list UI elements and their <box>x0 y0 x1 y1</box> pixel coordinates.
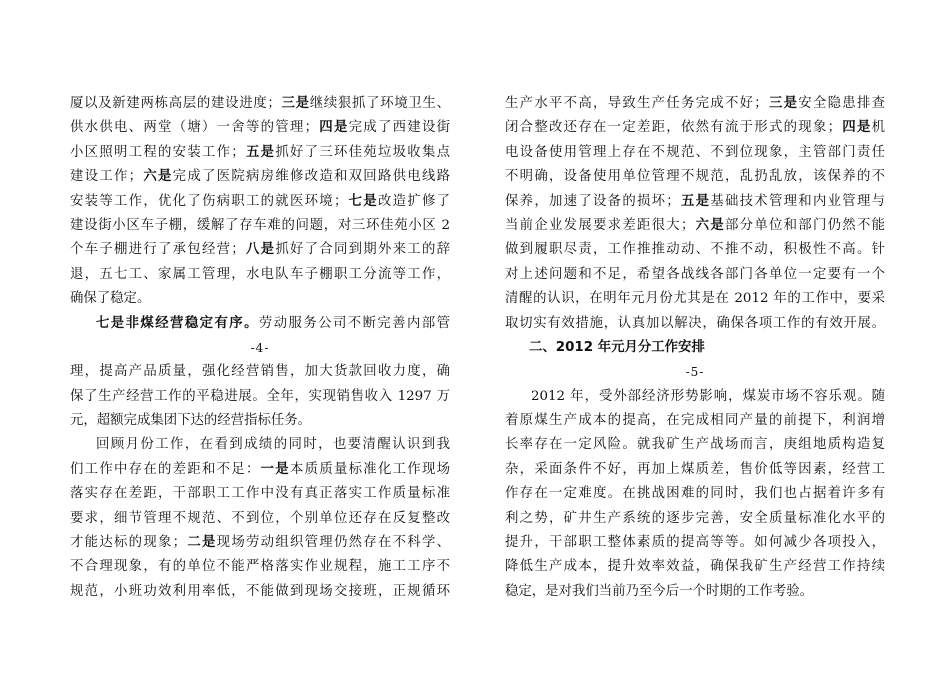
text-run: 才能达标的现象； <box>70 535 187 551</box>
text-run: 着原煤生产成本的提高，在完成相同产量的前提下，利润增 <box>505 413 885 429</box>
text-line <box>70 190 450 214</box>
text-line <box>505 238 885 262</box>
text-line <box>70 531 450 555</box>
text-run: 建设街小区车子棚，缓解了存车难的问题，对三环佳苑小区 2 <box>70 217 450 233</box>
text-run: 提升，干部职工整体素质的提高等等。如何减少各项投入， <box>505 535 885 551</box>
text-run: 退，五七工、家属工管理，水电队车子棚职工分流等工作， <box>70 266 450 282</box>
text-run: 闭合整改还存在一定差距，依然有流于形式的现象； <box>505 120 842 136</box>
bold-keyword: 二是 <box>186 535 217 551</box>
text-line <box>70 458 450 482</box>
bold-keyword: 四是 <box>318 120 349 136</box>
text-run: 元，超额完成集团下达的经营指标任务。 <box>70 413 312 429</box>
text-run: 生产水平不高，导致生产任务完成不好； <box>505 96 768 111</box>
text-run: 抓好了三环佳苑垃圾收集点 <box>275 144 450 160</box>
text-run: 利之势，矿井生产系统的逐步完善，安全质量标准化水平的 <box>505 510 885 526</box>
text-run: 杂，采面条件不好，再加上煤质差，售价低等因素，经营工 <box>505 461 885 477</box>
right-page-column <box>505 92 885 604</box>
text-run: 安全隐患排查 <box>798 96 885 111</box>
bold-keyword: 三是 <box>280 96 310 111</box>
text-run: 们工作中存在的差距和不足： <box>70 461 261 477</box>
text-run: 当前企业发展要求差距很大； <box>505 217 695 233</box>
left-page-column <box>70 92 450 604</box>
text-line <box>70 385 450 409</box>
bold-keyword: 八是 <box>244 242 276 258</box>
bold-keyword: 一是 <box>260 461 290 477</box>
text-run: 小区照明工程的安装工作； <box>70 144 245 160</box>
text-run: -5- <box>685 365 705 380</box>
text-line <box>505 458 885 482</box>
text-run: 本质质量标准化工作现场 <box>289 461 450 477</box>
text-run: 对上述问题和不足，希望各战线各部门各单位一定要有一个 <box>505 266 885 282</box>
bold-keyword: 三是 <box>767 96 799 111</box>
text-line <box>70 92 450 116</box>
text-line <box>505 482 885 506</box>
text-line <box>505 531 885 555</box>
text-line <box>70 287 450 311</box>
text-run: 确保了稳定。 <box>70 291 151 307</box>
text-line <box>70 580 450 604</box>
text-line <box>505 312 885 336</box>
text-line <box>70 433 450 457</box>
text-line <box>505 385 885 409</box>
bold-keyword: 五是 <box>679 193 711 209</box>
text-line <box>70 312 450 336</box>
text-line <box>505 433 885 457</box>
page-number <box>505 360 885 384</box>
text-line <box>505 190 885 214</box>
text-line <box>70 409 450 433</box>
text-line <box>70 507 450 531</box>
text-run: 现场劳动组织管理仍然存在不科学、 <box>216 535 450 551</box>
text-run: 做到履职尽责，工作推推动动、不推不动，积极性不高。针 <box>505 242 885 258</box>
text-line <box>70 482 450 506</box>
text-line <box>70 141 450 165</box>
text-run: 不合理现象，有的单位不能严格落实作业规程，施工工序不 <box>70 559 450 575</box>
text-run: 理，提高产品质量，强化经营销售，加大货款回收力度，确 <box>70 364 450 380</box>
text-line <box>70 555 450 579</box>
text-line <box>505 263 885 287</box>
text-run: 机 <box>871 120 885 136</box>
text-run: 厦以及新建两栋高层的建设进度； <box>70 96 281 111</box>
text-run: 作存在一定难度。在挑战困难的同时，我们也占据着许多有 <box>505 486 885 502</box>
text-run: 完成了西建设街 <box>348 120 450 136</box>
text-run: 落实存在差距，干部职工工作中没有真正落实工作质量标准 <box>70 486 450 502</box>
text-run: 稳定，是对我们当前乃至今后一个时期的工作考验。 <box>505 583 813 599</box>
text-run: 建设工作； <box>70 169 143 185</box>
text-run: 个车子棚进行了承包经营； <box>70 242 245 258</box>
text-run: 继续狠抓了环境卫生、 <box>309 96 450 111</box>
text-run: 二、2012 年元月分工作安排 <box>529 339 705 355</box>
bold-keyword: 六是 <box>694 217 725 233</box>
bold-keyword: 七是 <box>347 193 378 209</box>
text-run: 电设备使用管理上存在不规范、不到位现象，主管部门责任 <box>505 144 885 160</box>
text-run: 清醒的认识，在明年元月份尤其是在 2012 年的工作中，要采 <box>505 291 885 307</box>
text-run: 供水供电、两堂（塘）一舍等的管理； <box>70 120 319 136</box>
text-line <box>70 360 450 384</box>
text-line <box>505 141 885 165</box>
text-line <box>505 92 885 116</box>
text-run: 完成了医院病房维修改造和双回路供电线路 <box>172 169 450 185</box>
text-run: 不明确，设备使用单位管理不规范，乱扔乱放，该保养的不 <box>505 169 885 185</box>
text-run: 降低生产成本，提升效率效益，确保我矿生产经营工作持续 <box>505 559 885 575</box>
bold-keyword: 四是 <box>841 120 872 136</box>
section-heading <box>505 336 885 360</box>
text-line <box>505 409 885 433</box>
text-line <box>505 507 885 531</box>
bold-keyword: 六是 <box>142 169 173 185</box>
text-run: 长率存在一定风险。就我矿生产战场而言，庚组地质构造复 <box>505 437 885 453</box>
text-run: 2012 年，受外部经济形势影响，煤炭市场不容乐观。随 <box>531 388 885 404</box>
bold-keyword: 五是 <box>244 144 276 160</box>
text-line <box>70 238 450 262</box>
text-line <box>505 580 885 604</box>
text-line <box>70 263 450 287</box>
text-line <box>505 287 885 311</box>
text-run: 安装等工作，优化了伤病职工的就医环境； <box>70 193 348 209</box>
text-line <box>505 214 885 238</box>
text-run: 劳动服务公司不断完善内部管 <box>258 315 450 331</box>
text-run: 抓好了合同到期外来工的辞 <box>275 242 450 258</box>
text-run: 保养，加速了设备的损坏； <box>505 193 680 209</box>
text-run: 部分单位和部门仍然不能 <box>724 217 885 233</box>
text-line <box>505 116 885 140</box>
bold-keyword: 七是非煤经营稳定有序。 <box>96 315 259 331</box>
text-line <box>505 165 885 189</box>
text-run: -4- <box>250 340 270 355</box>
text-run: 取切实有效措施，认真加以解决，确保各项工作的有效开展。 <box>505 315 885 331</box>
text-run: 要求，细节管理不规范、不到位，个别单位还存在反复整改 <box>70 510 450 526</box>
text-run: 回顾月份工作，在看到成绩的同时，也要清醒认识到我 <box>96 437 450 453</box>
text-run: 基础技术管理和内业管理与 <box>710 193 885 209</box>
text-line <box>505 555 885 579</box>
text-line <box>70 116 450 140</box>
text-run: 规范，小班功效利用率低，不能做到现场交接班，正规循环 <box>70 583 450 599</box>
text-run: 改造扩修了 <box>377 193 450 209</box>
page-number <box>70 336 450 360</box>
text-run: 保了生产经营工作的平稳进展。全年，实现销售收入 1297 万 <box>70 388 450 404</box>
text-line <box>70 165 450 189</box>
text-line <box>70 214 450 238</box>
